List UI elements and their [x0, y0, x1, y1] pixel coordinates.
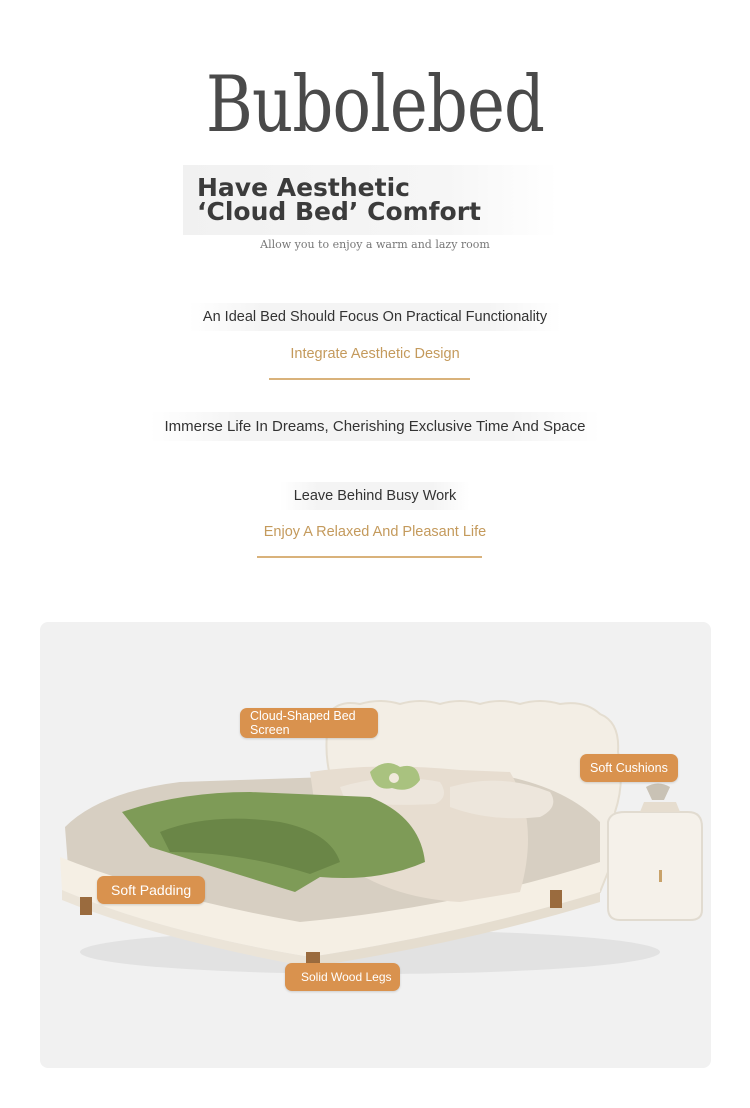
callout-soft-padding: [97, 876, 205, 904]
feature-immerse-text: Immerse Life In Dreams, Cherishing Exclusive Time And Space: [150, 412, 599, 441]
callout-soft-cushions: [580, 754, 678, 782]
feature-practical: [0, 303, 750, 331]
feature-immerse: [0, 412, 750, 441]
feature-practical-text: An Ideal Bed Should Focus On Practical Functionality: [189, 303, 561, 331]
callout-solid-wood-legs-label: Solid Wood Legs: [301, 970, 392, 984]
callout-soft-cushions-label: Soft Cushions: [590, 761, 668, 775]
headline-block: [183, 165, 558, 235]
callout-solid-wood-legs: [285, 963, 400, 991]
feature-leave: [0, 482, 750, 510]
feature-leave-text: Leave Behind Busy Work: [280, 482, 471, 510]
product-image-panel: [40, 622, 711, 1068]
bed-illustration: [40, 622, 711, 1068]
enjoy-underline: [257, 556, 482, 558]
callout-soft-padding-label: Soft Padding: [111, 882, 192, 898]
headline-line-1: Have Aesthetic: [197, 173, 410, 202]
aesthetic-underline: [269, 378, 470, 380]
feature-enjoy: Enjoy A Relaxed And Pleasant Life: [263, 524, 487, 540]
feature-aesthetic: Integrate Aesthetic Design: [290, 346, 460, 362]
callout-bed-screen: [240, 708, 378, 738]
headline-subtitle: Allow you to enjoy a warm and lazy room: [260, 238, 490, 251]
headline-line-2: ‘Cloud Bed’ Comfort: [197, 197, 481, 226]
brand-logo: Bubolebed: [205, 60, 545, 150]
callout-bed-screen-label: Cloud-Shaped Bed Screen: [250, 709, 356, 737]
